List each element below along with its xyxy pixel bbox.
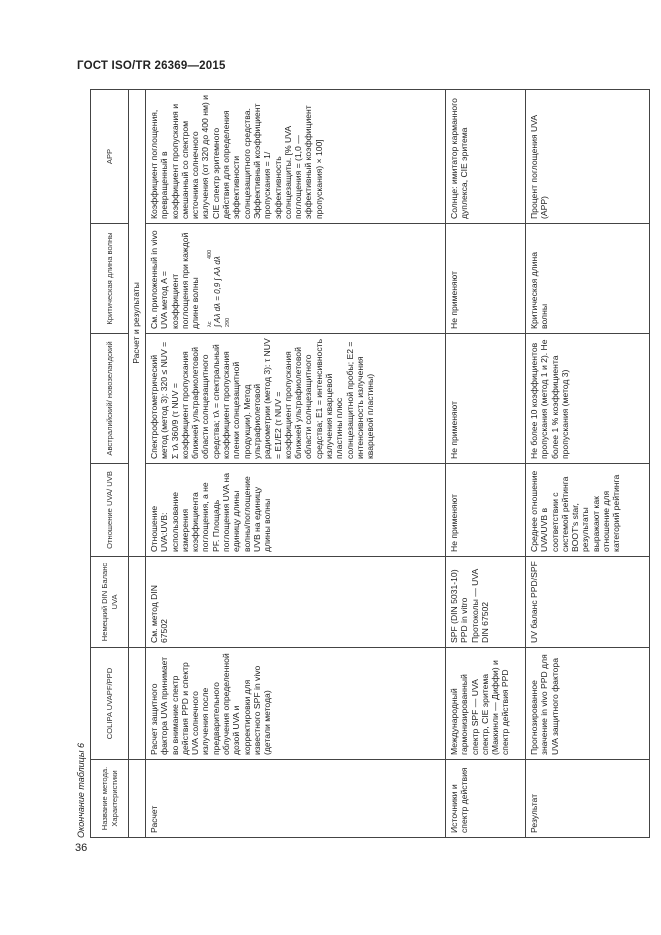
table-continuation-label: Окончание таблицы 6 (76, 743, 86, 838)
critical-wavelength-formula (203, 229, 233, 329)
cell-critical-wavelength: Не применяют (446, 224, 526, 334)
cell-app: Коэффициент поглощения, превращенный в коэффициент пропускания и смешанный со спектром источника солнечного излучения (от 320 до 400 нм) и CIE спектр эритемного действия для определения эффективности солнцезащитного средства. Эффективный коэффициент пропускания = 1/эффективность солнцезащиты. [% UVA поглощения = (1,0 — эффективный коэффициент пропускания) × 100] (146, 90, 446, 224)
formula-limit-mid: λc (207, 321, 214, 327)
formula-limit-upper: 400 (207, 249, 214, 259)
cell-australian: Спектрофотометрический метод (метод 3): 320 ≤ NUV = Σ τλ 360/9 (τ NUV = коэффициент пропускания ближней ультрафиолетовой области солнцезащитного средства; τλ = спектральный коэффициент пропускания пленки солнцезащитной продукции). Метод ультрафиолетовой радиометрии (метод 3): τ NUV = E1/E2 (τ NUV = коэффициент пропускания ближней ультрафиолетовой области солнцезащитного средства; E1 = интенсивность излучения кварцевой пластины плюс солнцезащитной пробы; E2 = интенсивность излучения кварцевой пластины) (146, 334, 446, 464)
table-row (146, 90, 446, 838)
column-header-colipa: COLIPA UVAPF/PPD (91, 648, 129, 760)
table-header-row (91, 90, 129, 838)
column-header-method: Название метода. Характеристики (91, 760, 129, 838)
formula-expression: ∫ Aλ dλ = 0,9 ∫ Aλ dλ (213, 256, 223, 327)
formula-limit-lower: 290 (225, 317, 232, 327)
cell-colipa: Международный гармонизированный спектр SPF — UVA спектр, CIE эритема (Маккинли — Диффи) и спектр действия PPD (446, 648, 526, 760)
row-label: Результат (526, 760, 650, 838)
cell-uva-uvb: Среднее отношение UVA/UVB в соответствии с системой рейтинга BOOT's star, результаты выражают как отношение для категорий рейтинга (526, 464, 650, 557)
cell-uva-uvb: Не применяют (446, 464, 526, 557)
cell-critical-wavelength (146, 224, 446, 334)
cell-australian: Не применяют (446, 334, 526, 464)
page-number: 36 (75, 842, 88, 854)
cell-app: Процент поглощения UVA (APP) (526, 90, 650, 224)
cell-australian: Не более 10 коэффициентов пропускания (метод 1 и 2). Не более 1 % коэффициента пропускания (метод 3) (526, 334, 650, 464)
column-header-din: Немецкий DIN Баланс UVA (91, 557, 129, 648)
column-header-uva-uvb: Отношение UVA/ UVB (91, 464, 129, 557)
section-label: Расчет и результаты (129, 90, 146, 557)
comparison-table (90, 89, 650, 838)
row-label: Расчет (146, 760, 446, 838)
document-header: ГОСТ ISO/TR 26369—2015 (77, 60, 226, 72)
table-row (446, 90, 526, 838)
cell-app: Солнце: имитатор карманного дуплекса, CIE эритема (446, 90, 526, 224)
column-header-critical-wavelength: Критическая длина волны (91, 224, 129, 334)
cell-din: SPF (DIN 5031-10) PPD in vitro Протоколы — UVA DIN 67502 (446, 557, 526, 648)
cell-critical-wavelength: Критическая длина волны (526, 224, 650, 334)
column-header-australian: Австралийский/ новозеландский (91, 334, 129, 464)
cell-uva-uvb: Отношение UVA:UVB: использование измерения коэффициента поглощения, а не PF. Площадь поглощения UVA на единицу длины волны/поглощение UVB на единицу длины волны (146, 464, 446, 557)
table-row (526, 90, 650, 838)
column-header-app: APP (91, 90, 129, 224)
row-label: Источники и спектр действия (446, 760, 526, 838)
section-row (129, 90, 146, 838)
cell-din: UV баланс PPD/SPF (526, 557, 650, 648)
cell-colipa: Прогнозированное значение in vivo PPD для UVA защитного фактора (526, 648, 650, 760)
rotated-table-area (76, 90, 650, 838)
cell-colipa: Расчет защитного фактора UVA принимает во внимание спектр действия PPD и спектр UVA солнечного излучения после предварительного облучения определенной дозой UVA и корректировки для известного SPF in vivo (детали метода) (146, 648, 446, 760)
critical-wavelength-text: См. приложенный in vivo UVA метод A = коэффициент поглощения при каждой длине волны (149, 230, 201, 329)
cell-din: См. метод DIN 67502 (146, 557, 446, 648)
